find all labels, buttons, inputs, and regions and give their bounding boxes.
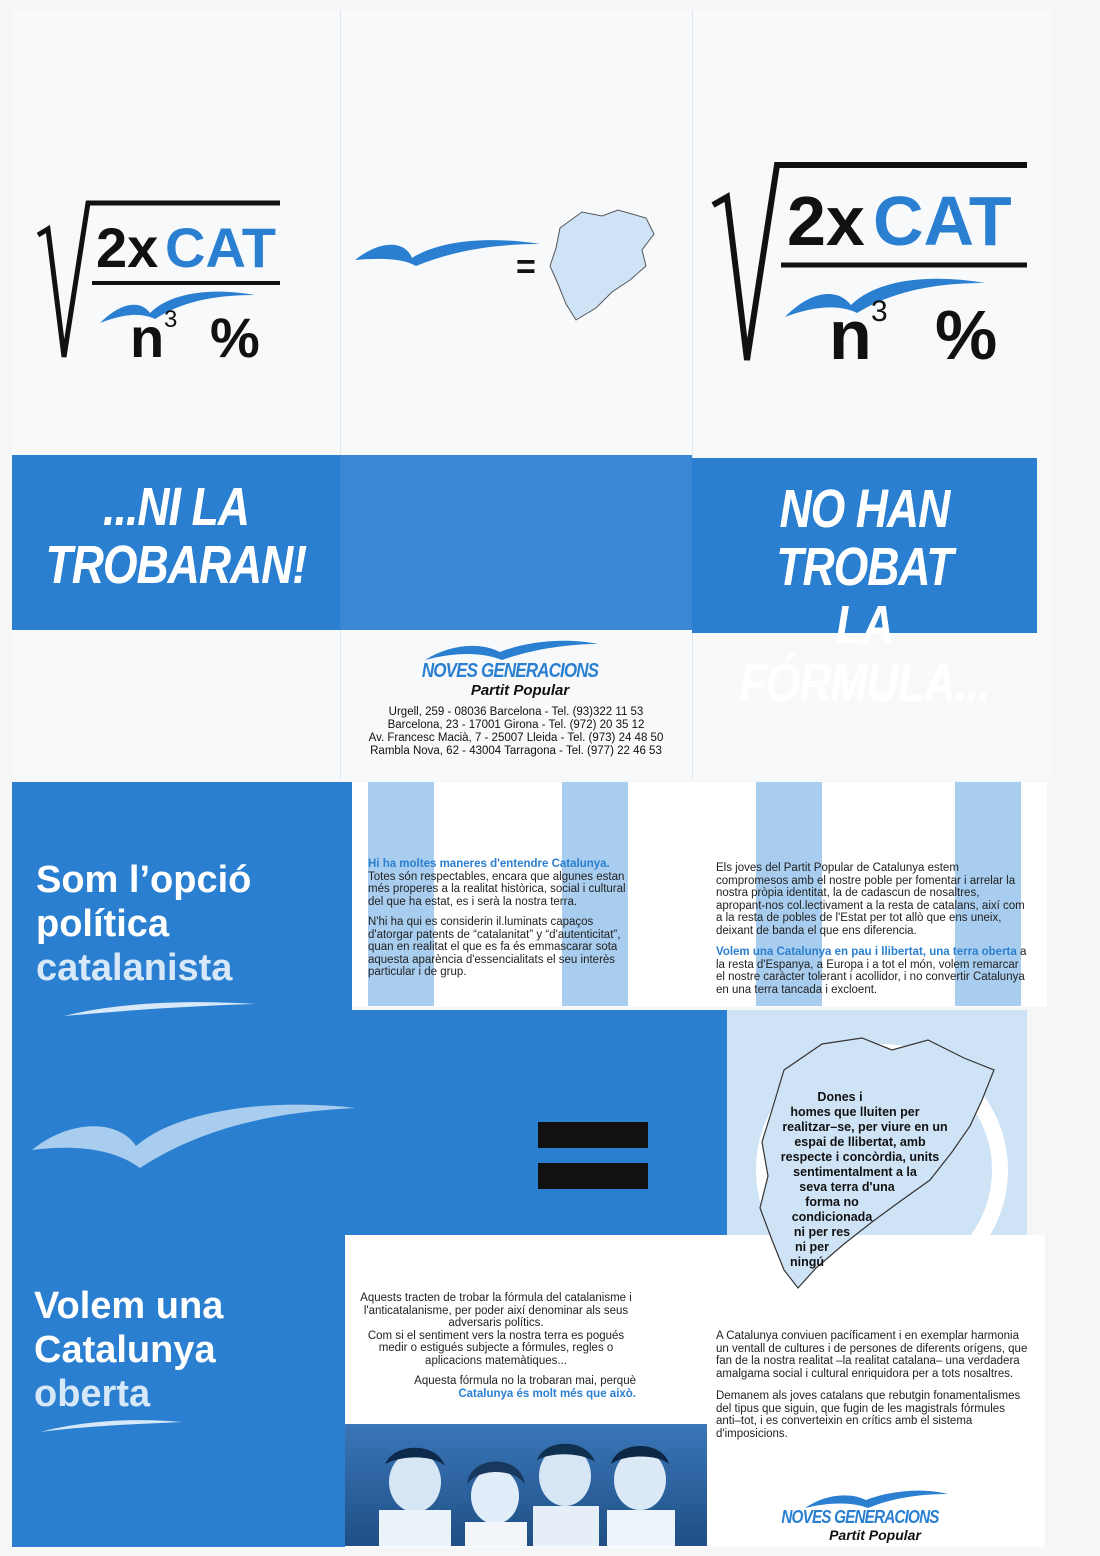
formula-left-denominator-exp: 3 bbox=[164, 306, 178, 333]
heading1-line3: catalanista bbox=[36, 947, 233, 989]
banner-right-line2: LA FÓRMULA... bbox=[739, 595, 990, 713]
heading2-underline-swoosh bbox=[36, 1416, 186, 1436]
map-line-9: condicionada bbox=[791, 1210, 873, 1224]
formula-right-denominator-symbol: % bbox=[935, 296, 998, 370]
formula-left-denominator-base: n bbox=[130, 306, 165, 365]
col1-paragraph-1 bbox=[368, 858, 638, 908]
col3-highlight: Catalunya és molt més que això. bbox=[458, 1387, 636, 1400]
banner-left-text bbox=[12, 478, 340, 594]
map-text bbox=[740, 1090, 980, 1270]
banner-middle bbox=[340, 455, 692, 630]
map-line-1: Dones i bbox=[817, 1090, 863, 1104]
column-3 bbox=[356, 1292, 636, 1400]
address-tarragona: Rambla Nova, 62 - 43004 Tarragona - Tel. (977) 22 46 53 bbox=[370, 745, 662, 757]
col2-p2-rest: a la resta d'Espanya, a Europa i a tot el món, volem remarcar el nostre caràcter tolerant i acollidor, i no convertir Catalunya en una terra tancada i excloent. bbox=[716, 946, 1027, 996]
col1-paragraph-2: N'hi ha qui es considerin il.luminats capaços d'atorgar patents de “catalanitat” y “d'autenticitat”, quan en realitat el que es fa és emmascarar sota aquesta aparència d'essencialitats el seu interès particular i de grup. bbox=[368, 916, 621, 978]
banner-left-line1: ...NI LA bbox=[103, 477, 249, 537]
address-barcelona: Urgell, 259 - 08036 Barcelona - Tel. (93)322 11 53 bbox=[388, 706, 644, 718]
map-line-12: ningú bbox=[789, 1255, 824, 1269]
big-equals-bottom-bar bbox=[538, 1163, 648, 1189]
big-gull-icon bbox=[28, 1080, 358, 1190]
youth-photo-figures bbox=[345, 1424, 707, 1546]
column-1 bbox=[368, 858, 638, 979]
heading2-line1: Volem una bbox=[34, 1285, 224, 1327]
map-line-4: espai de llibertat, amb bbox=[794, 1135, 926, 1149]
col4-paragraph-2: Demanem als joves catalans que rebutgin fonamentalismes del tipus que siguin, que fugin de les magistrals fórmules anti–tot, i es converteixin en crítics amb el sistema d'imposicions. bbox=[716, 1390, 1021, 1440]
formula-left-numerator-prefix: 2x bbox=[96, 216, 159, 279]
youth-photo bbox=[345, 1424, 707, 1546]
map-line-5: respecte i concòrdia, units bbox=[780, 1150, 940, 1164]
map-line-6: sentimentalment a la bbox=[793, 1165, 917, 1179]
heading-oberta bbox=[34, 1284, 334, 1416]
col3-paragraph-1: Aquests tracten de trobar la fórmula del catalanisme i l'anticatalanisme, per poder així denominar als seus adversaris polítics. bbox=[360, 1292, 632, 1329]
gull-icon bbox=[355, 240, 540, 266]
banner-right-line1: NO HAN TROBAT bbox=[776, 479, 953, 597]
map-line-3: realitzar–se, per viure en un bbox=[782, 1120, 948, 1134]
big-equals-top-bar bbox=[538, 1122, 648, 1148]
ng-logo2-title: NOVES GENERACIONS bbox=[781, 1507, 939, 1527]
col1-highlight: Hi ha moltes maneres d'entendre Catalunya. bbox=[368, 858, 610, 870]
equals-sign: = bbox=[516, 248, 536, 286]
formula-left-denominator-symbol: % bbox=[210, 306, 260, 365]
address-lleida: Av. Francesc Macià, 7 - 25007 Lleida - Tel. (973) 24 48 50 bbox=[368, 732, 664, 744]
heading2-line3: oberta bbox=[34, 1373, 151, 1415]
map-line-2: homes que lluiten per bbox=[790, 1105, 920, 1119]
map-line-8: forma no bbox=[805, 1195, 859, 1209]
formula-right-numerator-prefix: 2x bbox=[787, 182, 865, 260]
formula-right-numerator-accent: CAT bbox=[873, 182, 1012, 260]
col3-p3-text: Aquesta fórmula no la trobaran mai, perquè bbox=[414, 1375, 636, 1387]
banner-left-line2: TROBARAN! bbox=[45, 535, 307, 595]
heading1-line1: Som l’opció bbox=[36, 859, 252, 901]
address-block bbox=[340, 706, 692, 758]
col3-paragraph-3 bbox=[356, 1375, 636, 1400]
heading-catalanista bbox=[36, 858, 336, 990]
formula-right bbox=[705, 155, 1035, 370]
col3-paragraph-2: Com si el sentiment vers la nostra terra es pogués medir o estigués subjecte a fórmules, regles o aplicacions matemàtiques... bbox=[367, 1329, 625, 1367]
catalonia-map-icon bbox=[550, 210, 654, 320]
fold-line-1 bbox=[340, 10, 341, 780]
col2-paragraph-2 bbox=[716, 946, 1028, 996]
gull-equals-map bbox=[350, 200, 680, 330]
ng-logo-title: NOVES GENERACIONS bbox=[421, 660, 599, 682]
column-2 bbox=[716, 862, 1028, 996]
ng-logo-subtitle: Partit Popular bbox=[470, 682, 570, 699]
heading-underline-swoosh bbox=[60, 996, 260, 1020]
formula-left bbox=[30, 195, 290, 365]
map-line-10: ni per res bbox=[793, 1225, 851, 1239]
formula-right-denominator-exp: 3 bbox=[871, 295, 888, 328]
heading2-line2: Catalunya bbox=[34, 1329, 216, 1371]
column-4 bbox=[716, 1330, 1032, 1440]
formula-right-denominator-base: n bbox=[829, 296, 872, 370]
col2-paragraph-1: Els joves del Partit Popular de Catalunya estem compromesos amb el nostre poble per fomentar i arrelar la nostra pròpia identitat, la de cadascun de nosaltres, apropant-nos col.lectivament a la resta de catalans, així com a la resta de pobles de l'Estat per tot allò que ens uneix, deixant de banda el que ens diferencia. bbox=[716, 862, 1025, 937]
col4-paragraph-1: A Catalunya conviuen pacíficament i en exemplar harmonia un ventall de cultures i de persones de diferents orígens, que fan de la nostra realitat –la realitat catalana– una verdadera amalgama social i cultural enriquidora per a tots nosaltres. bbox=[716, 1330, 1028, 1380]
heading1-line2: política bbox=[36, 903, 170, 945]
formula-left-numerator-accent: CAT bbox=[165, 216, 276, 279]
banner-right-text bbox=[692, 480, 1037, 712]
col2-highlight: Volem una Catalunya en pau i llibertat, una terra oberta bbox=[716, 946, 1017, 958]
map-line-7: seva terra d'una bbox=[799, 1180, 895, 1194]
address-girona: Barcelona, 23 - 17001 Girona - Tel. (972) 20 35 12 bbox=[387, 719, 645, 731]
ng-logo2-subtitle: Partit Popular bbox=[829, 1527, 921, 1543]
col1-p1-rest: Totes són respectables, encara que algunes estan més properes a la realitat històrica, social i cultural del que ha estat, es i serà la nostra terra. bbox=[368, 870, 626, 908]
map-line-11: ni per bbox=[794, 1240, 830, 1254]
